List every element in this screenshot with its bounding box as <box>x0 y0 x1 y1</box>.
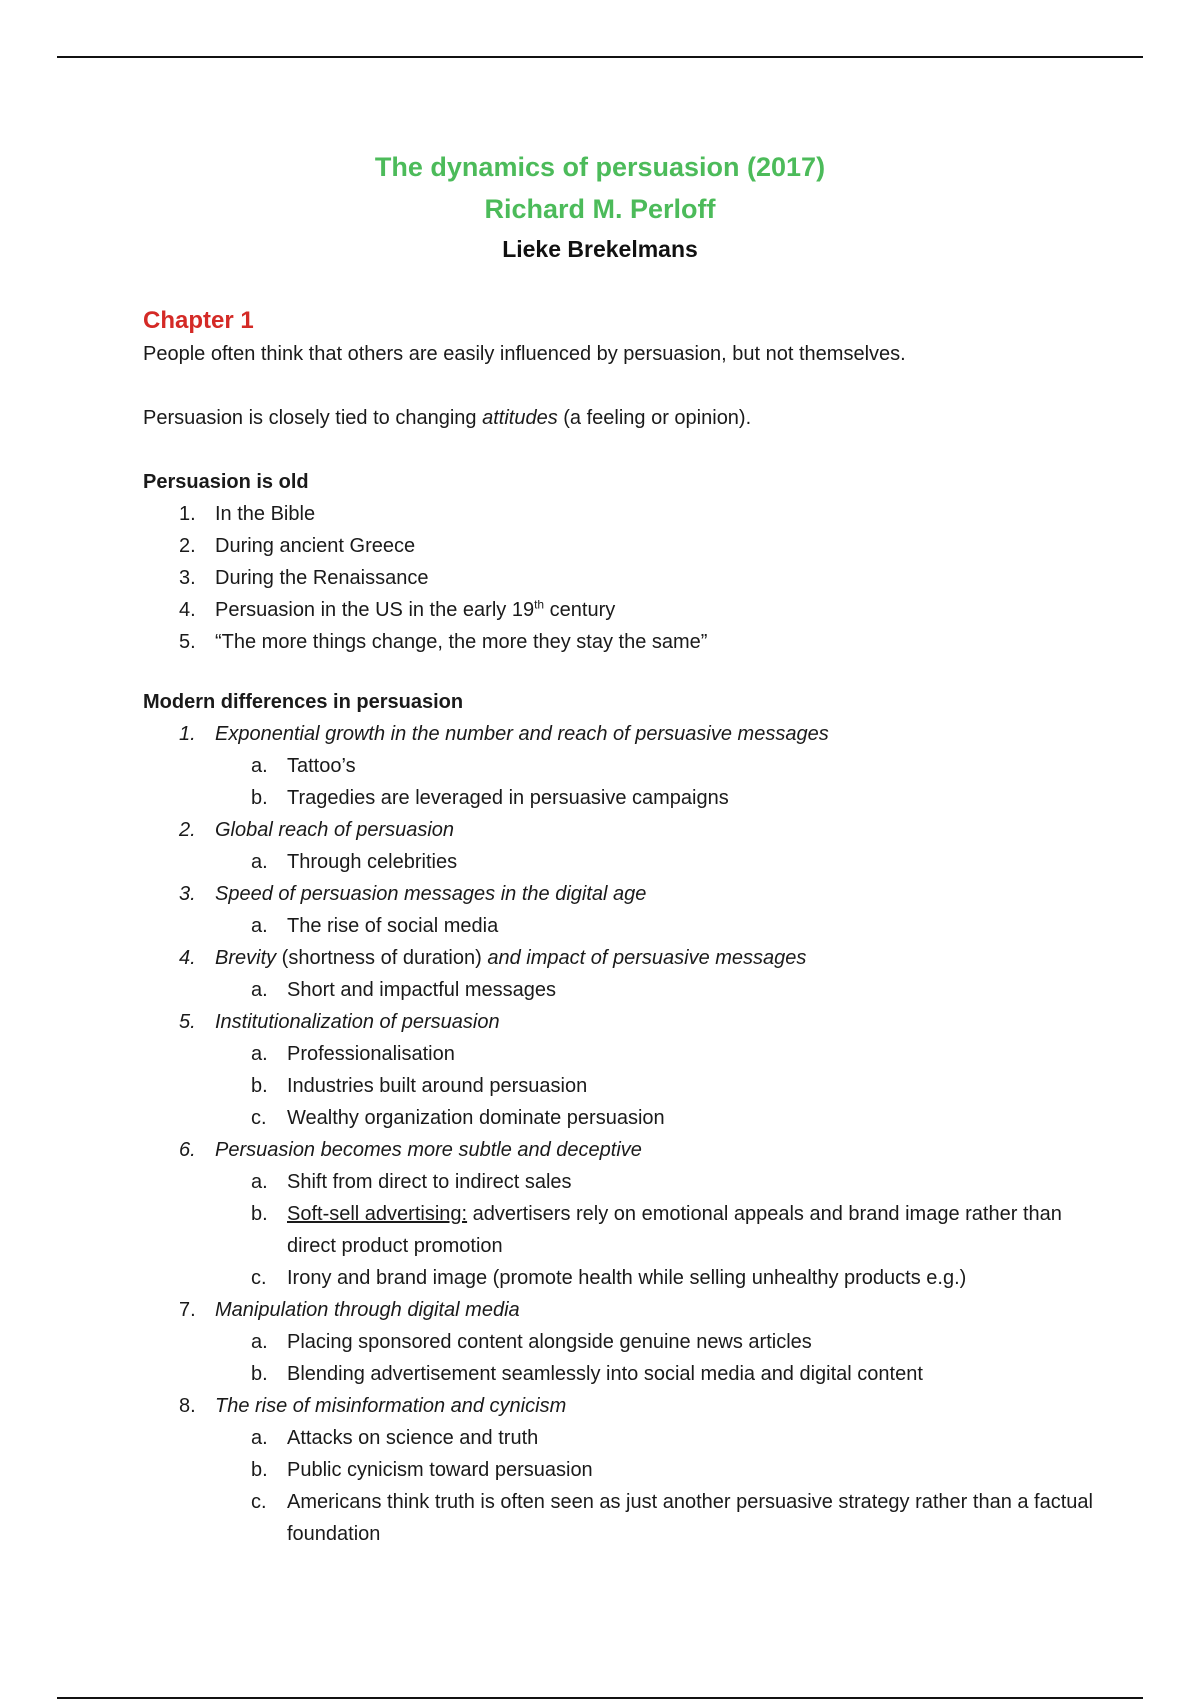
sub-list-item <box>215 782 1103 814</box>
sub-list-item <box>215 1326 1103 1358</box>
list-text: Persuasion becomes more subtle and deceptive <box>215 1139 642 1161</box>
sub-list <box>215 1166 1103 1294</box>
sub-list-text: Industries built around persuasion <box>287 1075 588 1097</box>
list-number: 1. <box>179 503 196 525</box>
list-item <box>143 878 1103 942</box>
sub-list-letter: b. <box>251 787 268 809</box>
list-item <box>143 1006 1103 1134</box>
list-item <box>143 814 1103 878</box>
old-list <box>143 498 1103 658</box>
list-number: 4. <box>179 599 196 621</box>
section-heading-modern: Modern differences in persuasion <box>143 691 464 713</box>
list-number: 5. <box>179 631 196 653</box>
sub-list-item <box>215 1422 1103 1454</box>
list-text: During the Renaissance <box>215 567 429 589</box>
sub-list-item <box>215 1486 1103 1550</box>
sub-list-item <box>215 1262 1103 1294</box>
sub-list-letter: a. <box>251 755 268 777</box>
sub-list <box>215 750 1103 814</box>
list-number: 4. <box>179 947 196 969</box>
sub-list-text: Attacks on science and truth <box>287 1427 539 1449</box>
top-rule <box>57 56 1143 58</box>
list-item <box>143 626 1103 658</box>
list-text: During ancient Greece <box>215 535 416 557</box>
list-item <box>143 1134 1103 1294</box>
sub-list-item <box>215 1454 1103 1486</box>
intro2-emphasis: attitudes <box>482 407 558 429</box>
sub-list-letter: a. <box>251 1171 268 1193</box>
sub-list-letter: b. <box>251 1459 268 1481</box>
sub-list-letter: a. <box>251 1331 268 1353</box>
sub-list-item <box>215 910 1103 942</box>
section-heading-old: Persuasion is old <box>143 471 309 493</box>
sub-list <box>215 910 1103 942</box>
sub-list <box>215 846 1103 878</box>
sub-list-item <box>215 846 1103 878</box>
sub-list-text: Wealthy organization dominate persuasion <box>287 1107 665 1129</box>
sub-list-text: Short and impactful messages <box>287 979 557 1001</box>
sub-list-letter: c. <box>251 1491 267 1513</box>
sub-list-item <box>215 1038 1103 1070</box>
sub-list-letter: a. <box>251 1043 268 1065</box>
sub-list-text: Placing sponsored content alongside genuine news articles <box>287 1331 812 1353</box>
list-item <box>143 594 1103 626</box>
sub-list-item <box>215 750 1103 782</box>
list-item <box>143 530 1103 562</box>
sub-list-letter: b. <box>251 1203 268 1225</box>
document-summarizer: Lieke Brekelmans <box>502 236 698 262</box>
bottom-rule <box>57 1697 1143 1699</box>
list-text: In the Bible <box>215 503 316 525</box>
sub-list-text: Shift from direct to indirect sales <box>287 1171 572 1193</box>
sub-list-item <box>215 1070 1103 1102</box>
sub-list-text: The rise of social media <box>287 915 499 937</box>
list-item <box>143 562 1103 594</box>
sub-list-letter: b. <box>251 1363 268 1385</box>
sub-list-text: Blending advertisement seamlessly into social media and digital content <box>287 1363 923 1385</box>
list-item <box>143 1294 1103 1390</box>
list-number: 3. <box>179 883 196 905</box>
list-text: The rise of misinformation and cynicism <box>215 1395 567 1417</box>
sub-list-text: Tragedies are leveraged in persuasive campaigns <box>287 787 729 809</box>
list-number: 5. <box>179 1011 196 1033</box>
sub-list-letter: c. <box>251 1107 267 1129</box>
sub-list-item <box>215 1166 1103 1198</box>
sub-list <box>215 1326 1103 1390</box>
sub-list-item <box>215 1358 1103 1390</box>
list-text: Exponential growth in the number and reach of persuasive messages <box>215 723 829 745</box>
list-item <box>143 1390 1103 1550</box>
sub-list-text: Americans think truth is often seen as just another persuasive strategy rather than a factual foundation <box>287 1491 1093 1545</box>
list-text: Speed of persuasion messages in the digital age <box>215 883 647 905</box>
superscript: th <box>534 597 545 612</box>
list-item <box>143 498 1103 530</box>
sub-list-letter: a. <box>251 851 268 873</box>
intro-paragraph-2 <box>143 402 1103 434</box>
list-item <box>143 718 1103 814</box>
sub-list-item <box>215 1198 1103 1262</box>
list-text-em1: Brevity <box>215 947 277 969</box>
sub-list-letter: b. <box>251 1075 268 1097</box>
sub-list <box>215 974 1103 1006</box>
list-number: 1. <box>179 723 196 745</box>
list-number: 3. <box>179 567 196 589</box>
list-item <box>143 942 1103 1006</box>
intro-paragraph-1: People often think that others are easily influenced by persuasion, but not themselves. <box>143 343 906 365</box>
intro2-pre: Persuasion is closely tied to changing <box>143 407 483 429</box>
list-number: 8. <box>179 1395 196 1417</box>
sub-list-letter: a. <box>251 915 268 937</box>
list-text: “The more things change, the more they stay the same” <box>215 631 708 653</box>
document-title: The dynamics of persuasion (2017) <box>374 152 826 182</box>
sub-list-letter: a. <box>251 979 268 1001</box>
modern-list <box>143 718 1103 1550</box>
list-text-plain: (shortness of duration) <box>276 947 488 969</box>
list-text: Global reach of persuasion <box>215 819 455 841</box>
sub-list-text: Through celebrities <box>287 851 458 873</box>
intro2-post: (a feeling or opinion). <box>557 407 752 429</box>
sub-list-underlined-term: Soft-sell advertising: <box>287 1203 468 1225</box>
sub-list-text: Tattoo’s <box>287 755 356 777</box>
list-number: 2. <box>179 819 196 841</box>
sub-list-letter: a. <box>251 1427 268 1449</box>
sub-list-item <box>215 1102 1103 1134</box>
sub-list <box>215 1422 1103 1550</box>
list-number: 2. <box>179 535 196 557</box>
chapter-heading: Chapter 1 <box>143 307 254 334</box>
sub-list-letter: c. <box>251 1267 267 1289</box>
list-number: 7. <box>179 1299 196 1321</box>
document-author: Richard M. Perloff <box>484 194 716 224</box>
list-text: Institutionalization of persuasion <box>215 1011 500 1033</box>
document-header <box>0 146 1200 268</box>
sub-list-text: advertisers rely on emotional appeals and brand image rather than direct product promotion <box>287 1203 1062 1257</box>
sub-list <box>215 1038 1103 1134</box>
list-text-em2: and impact of persuasive messages <box>487 947 807 969</box>
list-text-pre: Persuasion in the US in the early 19 <box>215 599 535 621</box>
list-number: 6. <box>179 1139 196 1161</box>
list-text: Manipulation through digital media <box>215 1299 520 1321</box>
list-text-post: century <box>544 599 616 621</box>
sub-list-text: Professionalisation <box>287 1043 455 1065</box>
document-body <box>143 304 1103 1550</box>
sub-list-text: Public cynicism toward persuasion <box>287 1459 593 1481</box>
sub-list-text: Irony and brand image (promote health while selling unhealthy products e.g.) <box>287 1267 967 1289</box>
sub-list-item <box>215 974 1103 1006</box>
